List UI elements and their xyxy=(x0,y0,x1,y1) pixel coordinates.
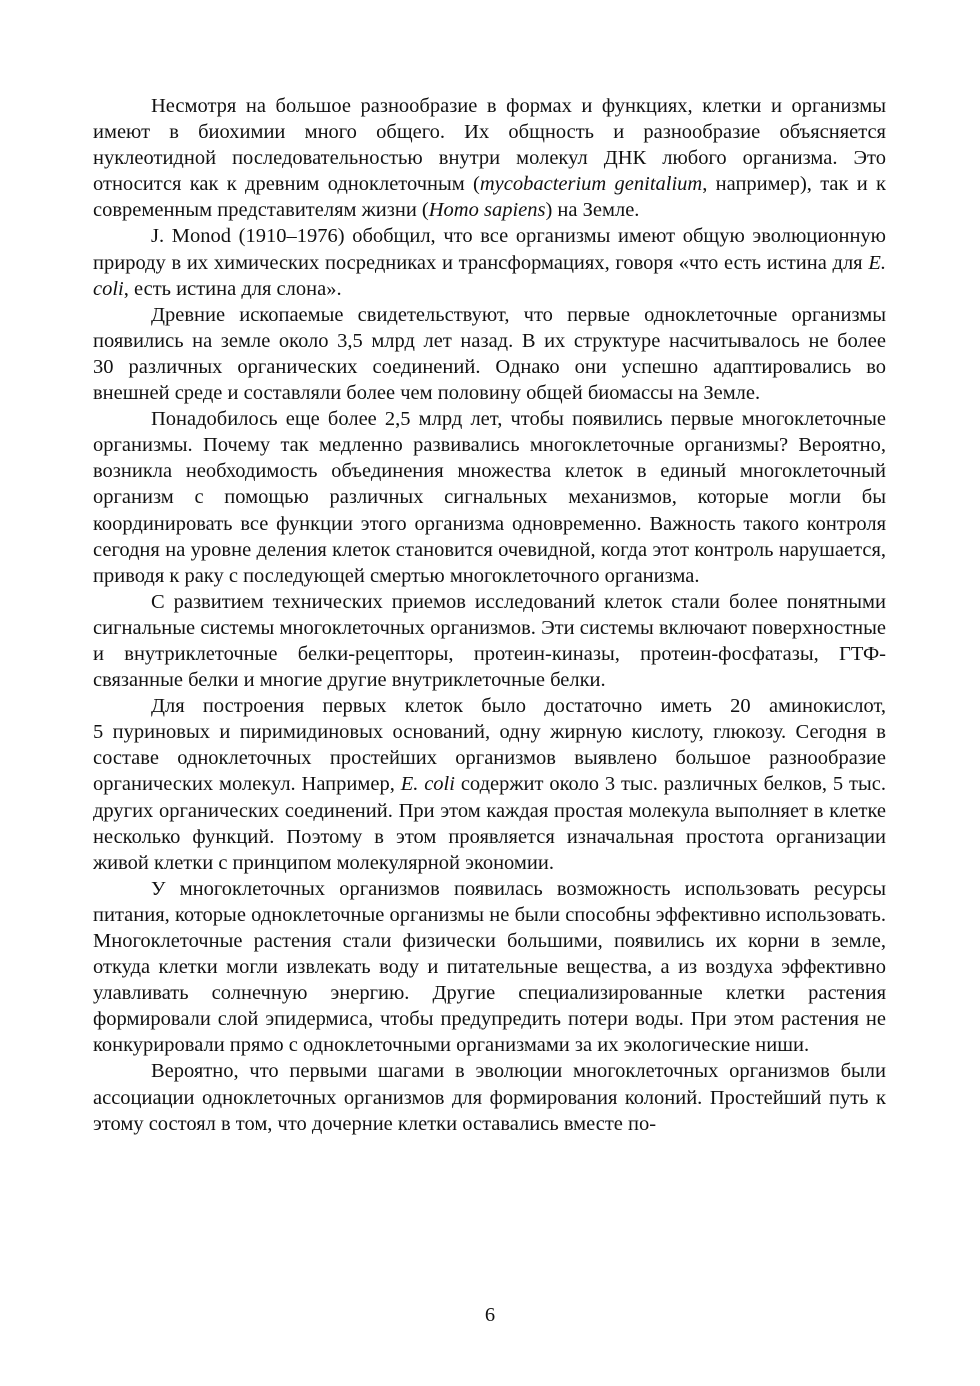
paragraph xyxy=(93,302,886,406)
species-name: E. coli xyxy=(400,773,455,796)
text-run: У многоклеточных организмов появилась возможность использовать ресурсы питания, которые одноклеточные организмы не были способны эффективно использовать. Многоклеточные растения стали физически большими, появились их корни в земле, откуда клетки могли извлекать воду и питательные вещества, а из воздуха эффективно улавливать солнечную энергию. Другие специализированные клетки растения формировали слой эпидермиса, чтобы предупредить потери воды. При этом растения не конкурировали прямо с одноклеточными организмами за их экологические ниши. xyxy=(93,877,886,1057)
paragraph xyxy=(93,406,886,589)
species-name: Homo sapiens xyxy=(428,199,546,222)
text-run: ) на Земле. xyxy=(545,199,640,222)
paragraph xyxy=(93,876,886,1059)
text-run: , например), так и к современным представителям жизни ( xyxy=(93,173,886,222)
text-run: J. Monod (1910–1976) обобщил, что все организмы имеют общую эволюционную природу в их химических посредниках и трансформациях, говоря «что есть истина для xyxy=(93,225,886,274)
text-run: Понадобилось еще более 2,5 млрд лет, чтобы появились первые многоклеточные организмы. Почему так медленно развивались многоклеточные организмы? Вероятно, возникла необходимость объединения множества клеток в единый многоклеточный организм с помощью различных сигнальных механизмов, которые могли бы координировать все функции этого организма одновременно. Важность такого контроля сегодня на уровне деления клеток становится очевидной, когда этот контроль нарушается, приводя к раку с последующей смертью многоклеточного организма. xyxy=(93,408,886,587)
species-name: mycobacterium genitalium xyxy=(479,173,703,196)
text-run: содержит около 3 тыс. различных белков, 5 тыс. других органических соединений. При этом каждая простая молекула выполняет в клетке несколько функций. Поэтому в этом проявляется изначальная простота организации живой клетки с принципом молекулярной экономии. xyxy=(93,773,886,874)
text-run: С развитием технических приемов исследований клеток стали более понятными сигнальные системы многоклеточных организмов. Эти системы включают поверхностные и внутриклеточные белки-рецепторы, протеин-киназы, протеин-фосфатазы, ГТФ-связанные белки и многие другие внутриклеточные белки. xyxy=(93,590,886,692)
page-number: 6 xyxy=(484,1304,496,1326)
paragraph xyxy=(93,93,886,223)
paragraph xyxy=(93,693,886,876)
text-run: Для построения первых клеток было достаточно иметь 20 аминокислот, 5 пуриновых и пиримидиновых оснований, одну жирную кислоту, глюкозу. Сегодня в составе одноклеточных простейших организмов выявлено большое разнообразие органических молекул. Например, xyxy=(93,695,886,796)
text-run: Несмотря на большое разнообразие в формах и функциях, клетки и организмы имеют в биохимии много общего. Их общность и разнообразие объясняется нуклеотидной последовательностью внутри молекул ДНК любого организма. Это относится как к древним одноклеточным ( xyxy=(93,95,886,196)
body-text xyxy=(93,93,886,1137)
text-run: Древние ископаемые свидетельствуют, что первые одноклеточные организмы появились на земле около 3,5 млрд лет назад. В их структуре насчитывалось не более 30 различных органических соединений. Однако они успешно адаптировались во внешней среде и составляли более чем половину общей биомассы на Земле. xyxy=(93,303,886,405)
text-run: Вероятно, что первыми шагами в эволюции многоклеточных организмов были ассоциации одноклеточных организмов для формирования колоний. Простейший путь к этому состоял в том, что дочерние клетки оставались вместе по- xyxy=(93,1060,886,1135)
paragraph xyxy=(93,1058,886,1136)
text-run: , есть истина для слона». xyxy=(123,277,342,300)
species-name: E. coli xyxy=(93,251,886,300)
paragraph xyxy=(93,223,886,301)
paragraph xyxy=(93,589,886,693)
